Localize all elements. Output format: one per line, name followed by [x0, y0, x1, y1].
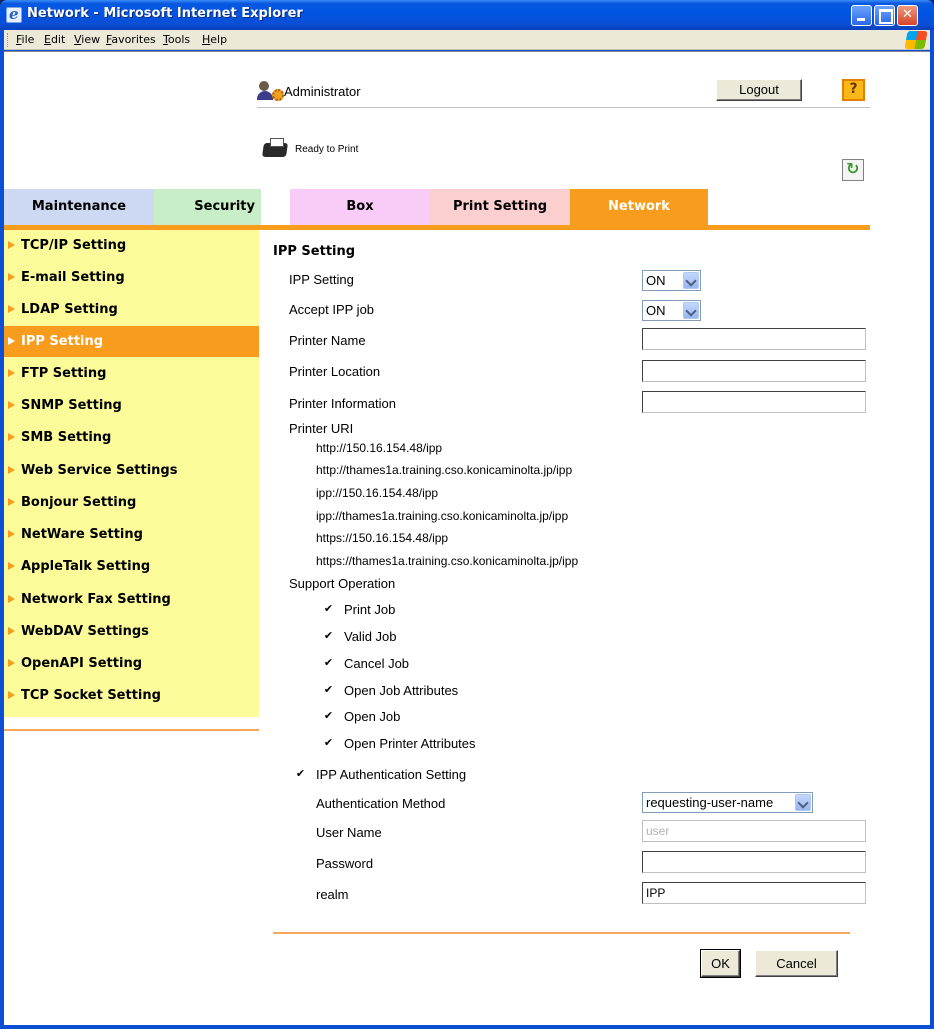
open-printer-attributes-label: Open Printer Attributes: [344, 736, 476, 751]
password-input[interactable]: [642, 851, 866, 873]
ipp-authentication-checkbox[interactable]: [295, 769, 306, 780]
print-job-label: Print Job: [344, 602, 396, 617]
realm-label: realm: [316, 887, 349, 902]
tab-network[interactable]: Network: [570, 189, 708, 225]
chevron-down-icon: [795, 794, 811, 811]
accept-ipp-job-value: ON: [646, 303, 666, 318]
cancel-job-label: Cancel Job: [344, 656, 410, 671]
printer-information-label: Printer Information: [289, 396, 396, 411]
printer-uri-value: ipp://thames1a.training.cso.konicaminolta.jp/ipp: [316, 509, 569, 523]
refresh-icon[interactable]: [842, 159, 864, 181]
tab-print-setting[interactable]: Print Setting: [430, 189, 570, 225]
sidebar-item-netware[interactable]: NetWare Setting: [4, 519, 259, 550]
menu-grip: [7, 33, 10, 47]
print-job-checkbox[interactable]: [323, 604, 334, 615]
help-button[interactable]: ?: [842, 79, 865, 101]
sidebar-item-webdav[interactable]: WebDAV Settings: [4, 616, 259, 647]
ipp-authentication-label: IPP Authentication Setting: [316, 767, 467, 782]
maximize-button[interactable]: [874, 5, 895, 26]
support-operation-label: Support Operation: [289, 576, 396, 591]
tab-security[interactable]: Security: [154, 189, 261, 225]
sidebar-item-web-service[interactable]: Web Service Settings: [4, 455, 259, 486]
windows-logo-icon: [904, 31, 927, 49]
user-name-label: User Name: [316, 825, 382, 840]
page-title: IPP Setting: [273, 244, 356, 259]
sidebar-item-openapi[interactable]: OpenAPI Setting: [4, 648, 259, 679]
menu-tools[interactable]: Tools: [163, 33, 191, 46]
ipp-setting-select[interactable]: [642, 270, 701, 291]
sidebar-item-email[interactable]: E-mail Setting: [4, 262, 259, 293]
printer-icon: [263, 137, 289, 159]
printer-uri-value: https://thames1a.training.cso.konicaminolta.jp/ipp: [316, 554, 579, 568]
cancel-button[interactable]: Cancel: [755, 950, 838, 977]
sidebar-item-bonjour[interactable]: Bonjour Setting: [4, 487, 259, 518]
authentication-method-select[interactable]: [642, 792, 813, 813]
open-printer-attributes-checkbox[interactable]: [323, 738, 334, 749]
menu-file[interactable]: File: [16, 33, 35, 46]
menu-favorites[interactable]: Favorites: [106, 33, 156, 46]
accept-ipp-job-select[interactable]: [642, 300, 701, 321]
minimize-button[interactable]: [851, 5, 872, 26]
form-divider: [273, 932, 850, 934]
ok-button[interactable]: OK: [701, 950, 740, 977]
printer-name-input[interactable]: [642, 328, 866, 350]
sidebar-item-smb[interactable]: SMB Setting: [4, 422, 259, 453]
printer-status: Ready to Print: [295, 144, 359, 155]
menu-view[interactable]: View: [74, 33, 101, 46]
sidebar-item-snmp[interactable]: SNMP Setting: [4, 390, 259, 421]
sidebar-item-ldap[interactable]: LDAP Setting: [4, 294, 259, 325]
sidebar-item-ipp[interactable]: IPP Setting: [4, 326, 259, 357]
close-button[interactable]: [897, 5, 918, 26]
open-job-attributes-label: Open Job Attributes: [344, 683, 459, 698]
sidebar-item-network-fax[interactable]: Network Fax Setting: [4, 584, 259, 615]
title-bar: [0, 0, 934, 30]
user-label: Administrator: [284, 84, 361, 99]
logout-button[interactable]: Logout: [716, 79, 802, 101]
realm-input[interactable]: IPP: [642, 882, 866, 904]
chevron-down-icon: [683, 272, 699, 289]
valid-job-checkbox[interactable]: [323, 631, 334, 642]
accept-ipp-job-label: Accept IPP job: [289, 302, 375, 317]
menu-edit[interactable]: Edit: [44, 33, 66, 46]
header-divider: [257, 107, 870, 108]
user-name-input[interactable]: user: [642, 820, 866, 842]
valid-job-label: Valid Job: [344, 629, 397, 644]
password-label: Password: [316, 856, 374, 871]
gear-icon: [272, 89, 284, 101]
ipp-setting-value: ON: [646, 273, 666, 288]
printer-uri-value: http://thames1a.training.cso.konicaminolta.jp/ipp: [316, 463, 573, 477]
printer-uri-value: ipp://150.16.154.48/ipp: [316, 486, 439, 500]
tab-maintenance[interactable]: Maintenance: [4, 189, 154, 225]
authentication-method-label: Authentication Method: [316, 796, 446, 811]
open-job-label: Open Job: [344, 709, 401, 724]
ie-icon: [6, 7, 22, 23]
window-title: Network - Microsoft Internet Explorer: [27, 6, 303, 21]
printer-location-label: Printer Location: [289, 364, 381, 379]
sidebar-divider: [4, 729, 259, 731]
menu-help[interactable]: Help: [202, 33, 228, 46]
sidebar-item-ftp[interactable]: FTP Setting: [4, 358, 259, 389]
ipp-setting-label: IPP Setting: [289, 272, 354, 287]
open-job-checkbox[interactable]: [323, 711, 334, 722]
open-job-attributes-checkbox[interactable]: [323, 685, 334, 696]
printer-uri-value: http://150.16.154.48/ipp: [316, 441, 443, 455]
printer-information-input[interactable]: [642, 391, 866, 413]
sidebar-item-tcp-socket[interactable]: TCP Socket Setting: [4, 680, 259, 711]
chevron-down-icon: [683, 302, 699, 319]
menu-bar: [4, 30, 930, 50]
printer-location-input[interactable]: [642, 360, 866, 382]
tab-box[interactable]: Box: [290, 189, 430, 225]
sidebar: [4, 230, 259, 717]
authentication-method-value: requesting-user-name: [646, 795, 774, 810]
printer-uri-value: https://150.16.154.48/ipp: [316, 531, 449, 545]
sidebar-item-appletalk[interactable]: AppleTalk Setting: [4, 551, 259, 582]
printer-uri-label: Printer URI: [289, 421, 354, 436]
page-content: [4, 51, 930, 1025]
sidebar-item-tcpip[interactable]: TCP/IP Setting: [4, 230, 259, 261]
cancel-job-checkbox[interactable]: [323, 658, 334, 669]
printer-name-label: Printer Name: [289, 333, 366, 348]
